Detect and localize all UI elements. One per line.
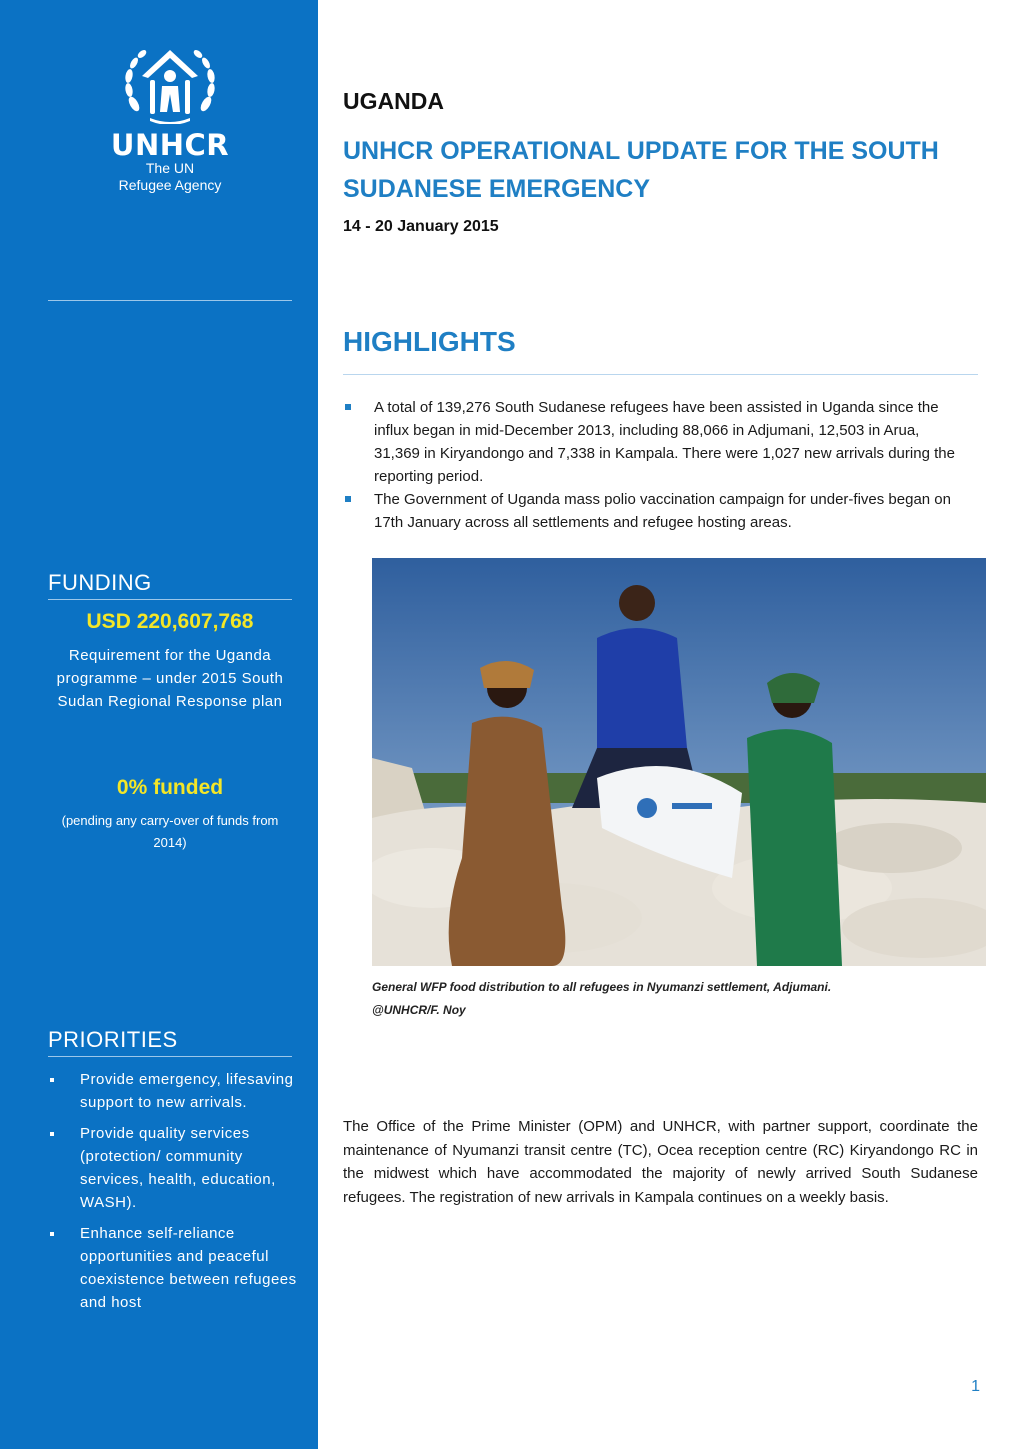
highlight-item: A total of 139,276 South Sudanese refugees have been assisted in Uganda since the influx began in mid-December 2013, including 88,066 in Adjumani, 12,503 in Arua, 31,369 in Kiryandongo and 7,338 in Kampala. There were 1,027 new arrivals during the reporting period. bbox=[343, 396, 968, 488]
priority-item: Enhance self-reliance opportunities and peaceful coexistence between refugees and host bbox=[48, 1222, 298, 1314]
priorities-heading: PRIORITIES bbox=[48, 1027, 178, 1052]
photo-caption bbox=[372, 976, 986, 1022]
priority-item: Provide emergency, lifesaving support to new arrivals. bbox=[48, 1068, 298, 1114]
food-distribution-photo bbox=[372, 558, 986, 966]
report-date: 14 - 20 January 2015 bbox=[343, 218, 499, 235]
sidebar-divider bbox=[48, 300, 292, 301]
funding-heading: FUNDING bbox=[48, 570, 152, 595]
photo-credit: @UNHCR/F. Noy bbox=[372, 1003, 466, 1017]
page-title: UNHCR OPERATIONAL UPDATE FOR THE SOUTH SUDANESE EMERGENCY bbox=[343, 137, 939, 203]
funding-divider bbox=[48, 599, 292, 600]
body-paragraph: The Office of the Prime Minister (OPM) and UNHCR, with partner support, coordinate the maintenance of Nyumanzi transit centre (TC), Ocea reception centre (RC) Kiryandongo RC in the midwest which have accommodated the majority of newly arrived South Sudanese refugees. The registration of new arrivals in Kampala continues on a weekly basis. bbox=[343, 1118, 978, 1206]
funded-percentage: 0% funded bbox=[116, 776, 224, 799]
funding-description: Requirement for the Uganda programme – under 2015 South Sudan Regional Response plan bbox=[56, 647, 284, 710]
page-number: 1 bbox=[971, 1378, 980, 1395]
highlights-heading: HIGHLIGHTS bbox=[343, 326, 516, 357]
highlights-list bbox=[343, 396, 968, 534]
country-label: UGANDA bbox=[343, 88, 444, 114]
sidebar bbox=[0, 0, 318, 1449]
unhcr-logo bbox=[100, 46, 240, 194]
priorities-list bbox=[48, 1068, 298, 1322]
funding-amount: USD 220,607,768 bbox=[86, 610, 254, 633]
funded-note: (pending any carry-over of funds from 2014) bbox=[61, 813, 279, 850]
priorities-divider bbox=[48, 1056, 292, 1057]
priority-item: Provide quality services (protection/ community services, health, education, WASH). bbox=[48, 1122, 298, 1214]
highlights-divider bbox=[343, 374, 978, 375]
highlight-item: The Government of Uganda mass polio vaccination campaign for under-fives began on 17th January across all settlements and refugee hosting areas. bbox=[343, 488, 968, 534]
logo-name: UNHCR bbox=[110, 128, 230, 162]
logo-tagline-line-1: The UN bbox=[145, 160, 195, 176]
photo-caption-text: General WFP food distribution to all refugees in Nyumanzi settlement, Adjumani. bbox=[372, 980, 832, 994]
unhcr-emblem-icon bbox=[120, 46, 220, 124]
logo-tagline-line-2: Refugee Agency bbox=[118, 177, 222, 193]
